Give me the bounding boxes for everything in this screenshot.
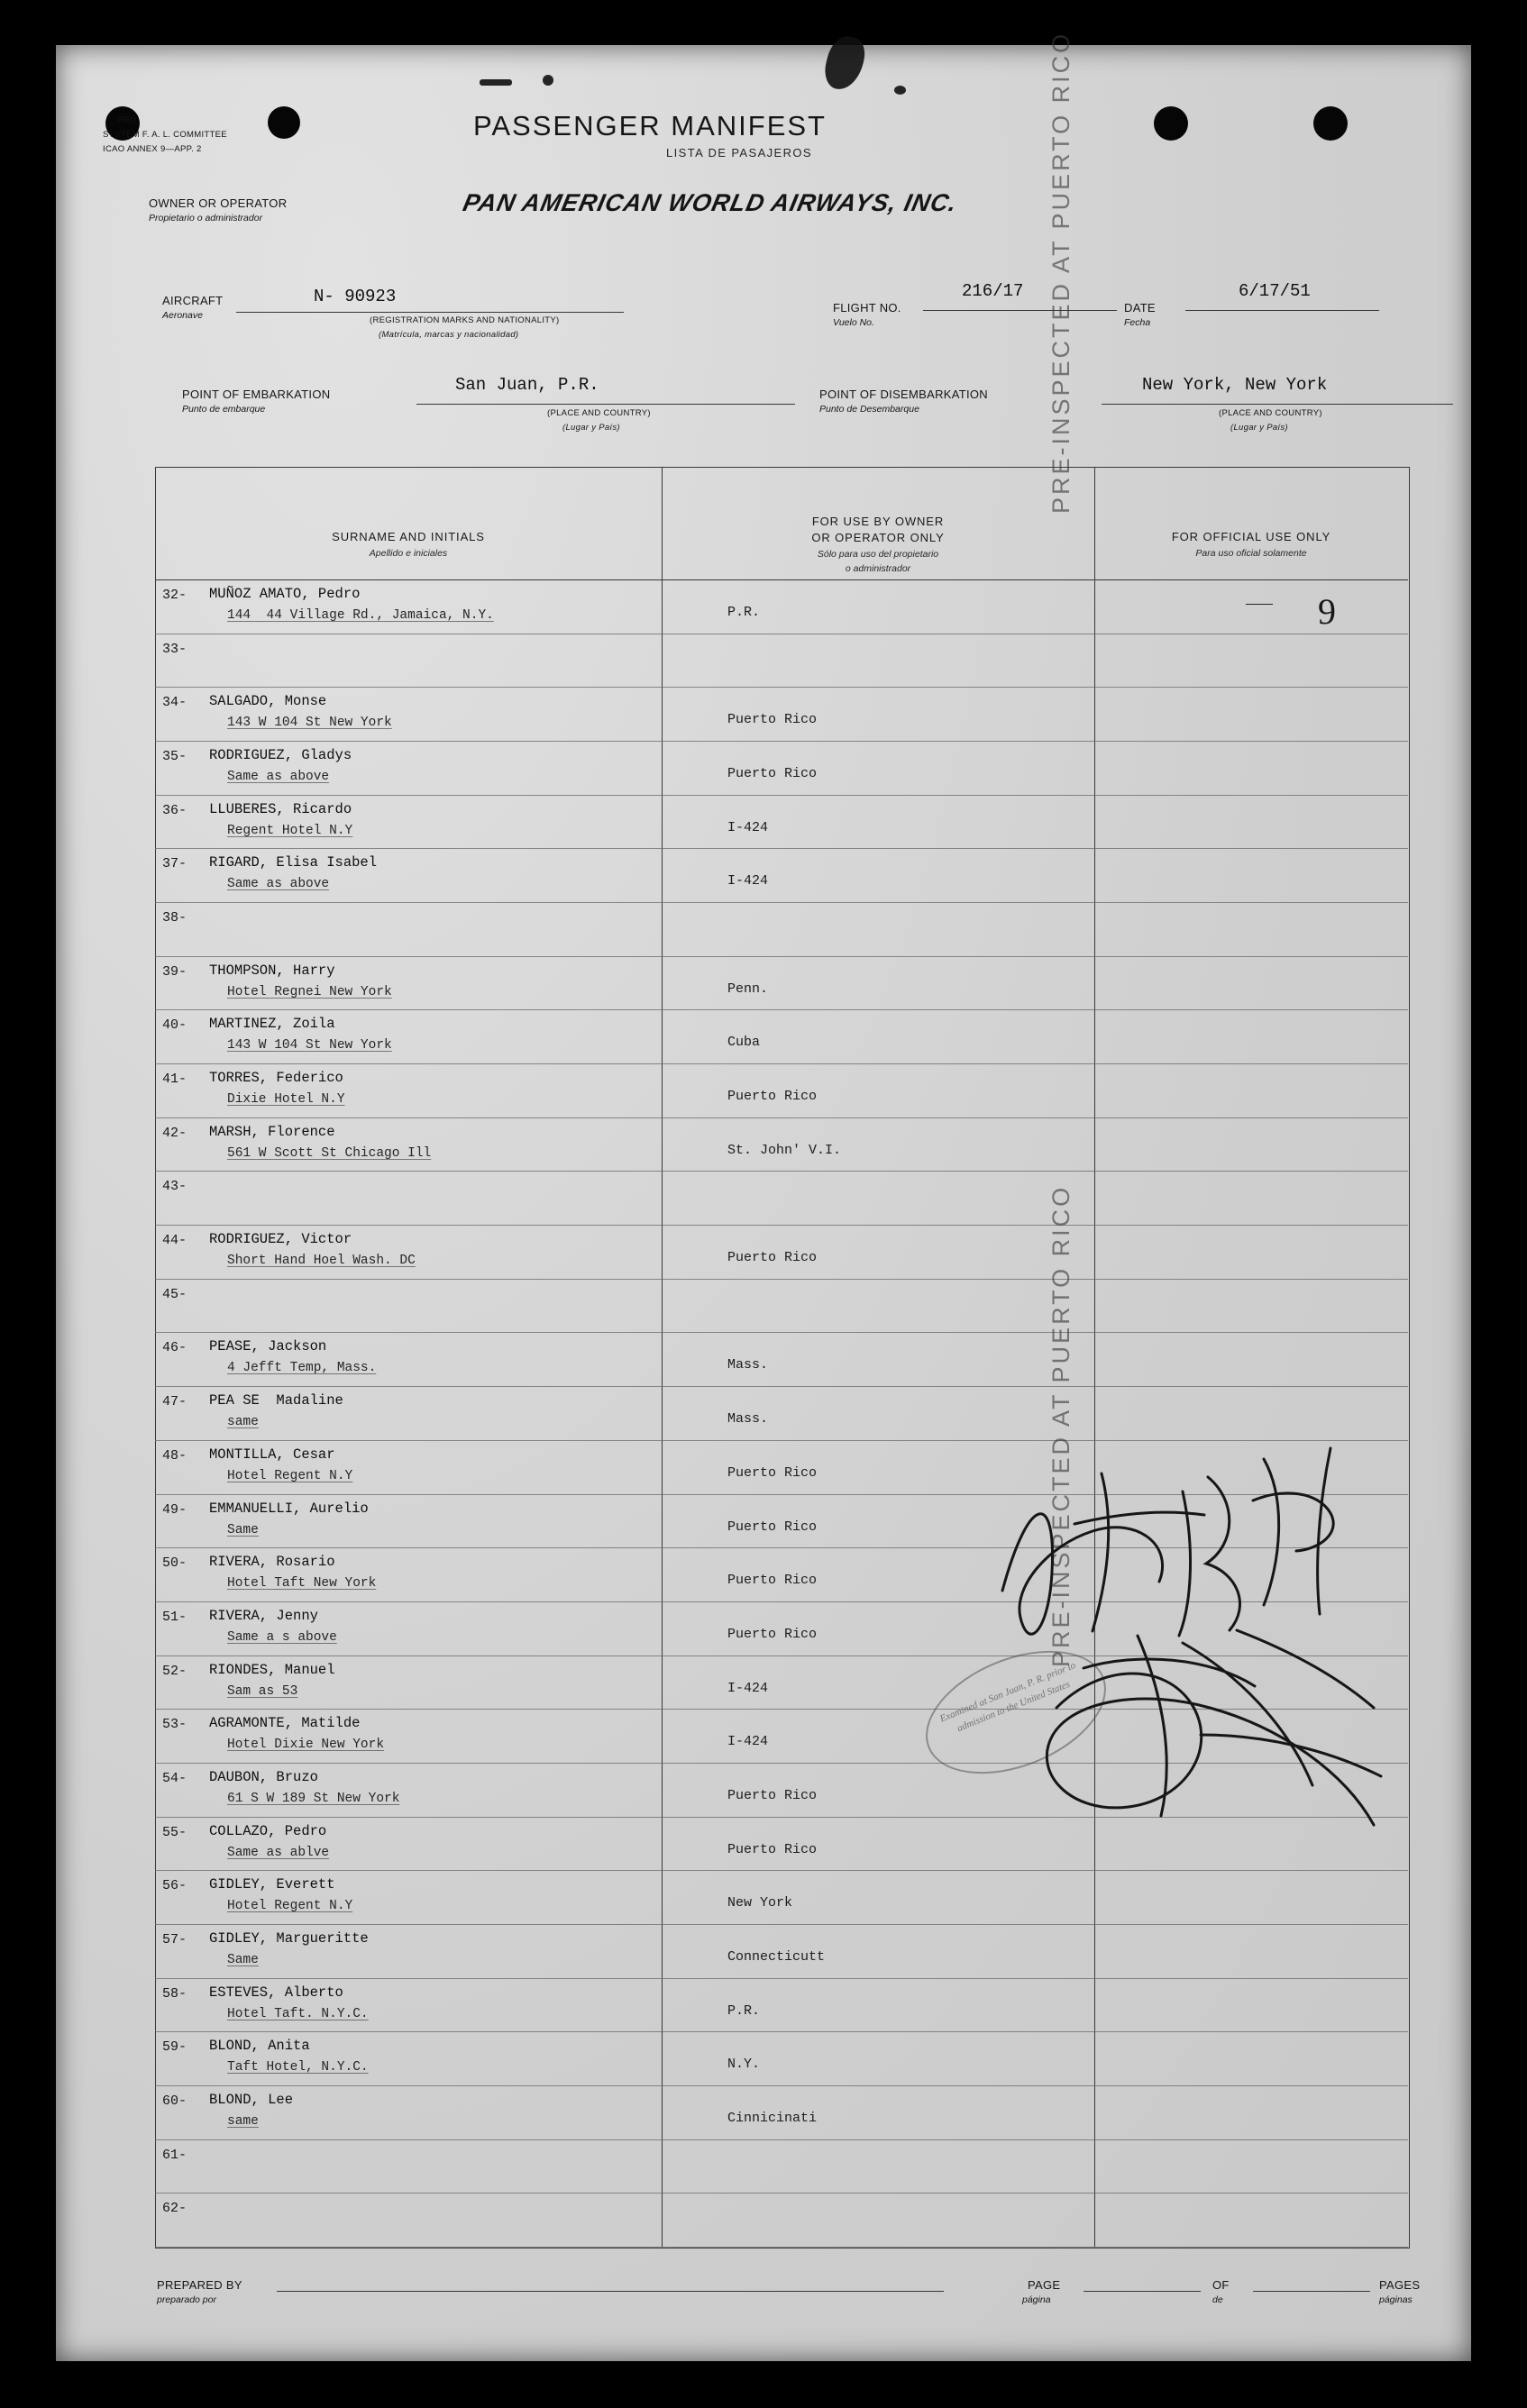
table-row-divider <box>155 1763 1408 1764</box>
table-row-divider <box>155 956 1408 957</box>
passenger-name: THOMPSON, Harry <box>209 962 335 979</box>
passenger-address: Hotel Dixie New York <box>227 1738 385 1752</box>
of-label-en: OF <box>1212 2278 1230 2292</box>
table-row-divider <box>155 2031 1408 2032</box>
row-number: 48- <box>162 1448 187 1464</box>
document-page <box>56 31 1471 2361</box>
passenger-address: Same as above <box>227 877 330 891</box>
passenger-address: Hotel Regent N.Y <box>227 1469 353 1483</box>
row-number: 57- <box>162 1932 187 1947</box>
embarkation-underline <box>416 404 795 405</box>
passenger-name: MARSH, Florence <box>209 1124 335 1140</box>
row-number: 41- <box>162 1072 187 1087</box>
date-value: 6/17/51 <box>1239 281 1311 301</box>
owner-use-value: Mass. <box>727 1411 769 1427</box>
prepared-by-label-es: preparado por <box>157 2294 216 2305</box>
embarkation-label-en: POINT OF EMBARKATION <box>182 388 331 401</box>
row-number: 60- <box>162 2093 187 2109</box>
table-header-divider <box>155 579 1408 580</box>
row-number: 56- <box>162 1878 187 1893</box>
column-header-owner-es-1: Sólo para uso del propietario <box>817 549 939 560</box>
table-col-divider-2 <box>1094 467 1095 2247</box>
passenger-name: COLLAZO, Pedro <box>209 1823 327 1839</box>
prepared-by-underline <box>277 2291 944 2292</box>
passenger-name: EMMANUELLI, Aurelio <box>209 1500 369 1517</box>
aircraft-label-es: Aeronave <box>162 310 203 321</box>
table-row-divider <box>155 795 1408 796</box>
owner-use-value: New York <box>727 1895 793 1911</box>
owner-use-value: Puerto Rico <box>727 1842 818 1857</box>
top-right-dot-mark <box>894 86 906 95</box>
passenger-address: same <box>227 2114 259 2129</box>
passenger-address: Hotel Taft. N.Y.C. <box>227 2007 369 2021</box>
row-number: 37- <box>162 856 187 871</box>
disembarkation-note-es: (Lugar y País) <box>1230 423 1288 433</box>
manifest-table <box>155 467 1410 2248</box>
of-label-es: de <box>1212 2294 1223 2305</box>
hole-punch-mark <box>268 106 300 139</box>
pages-label-es: páginas <box>1379 2294 1413 2305</box>
table-row-divider <box>155 1870 1408 1871</box>
table-row-divider <box>155 1494 1408 1495</box>
passenger-address: Same as above <box>227 770 330 784</box>
passenger-name: RIVERA, Jenny <box>209 1608 318 1624</box>
table-row-divider <box>155 1386 1408 1387</box>
passenger-name: RIGARD, Elisa Isabel <box>209 854 378 871</box>
row-number: 42- <box>162 1126 187 1141</box>
passenger-name: TORRES, Federico <box>209 1070 343 1086</box>
top-dash-mark <box>480 79 512 86</box>
date-label-es: Fecha <box>1124 317 1151 328</box>
table-row-divider <box>155 1978 1408 1979</box>
passenger-address: 143 W 104 St New York <box>227 716 392 730</box>
flight-label-en: FLIGHT NO. <box>833 301 901 315</box>
page-title: PASSENGER MANIFEST <box>473 110 827 141</box>
passenger-name: PEASE, Jackson <box>209 1338 327 1354</box>
page-label-es: página <box>1022 2294 1051 2305</box>
row-number: 34- <box>162 695 187 710</box>
passenger-name: GIDLEY, Everett <box>209 1876 335 1893</box>
disembarkation-label-en: POINT OF DISEMBARKATION <box>819 388 988 401</box>
owner-use-value: Puerto Rico <box>727 1627 818 1642</box>
passenger-address: Regent Hotel N.Y <box>227 824 353 838</box>
row-number: 36- <box>162 803 187 818</box>
passenger-name: PEA SE Madaline <box>209 1392 343 1409</box>
row-number: 47- <box>162 1394 187 1409</box>
pages-label-en: PAGES <box>1379 2278 1421 2292</box>
column-header-surname-en: SURNAME AND INITIALS <box>332 530 485 543</box>
hole-punch-mark <box>1154 106 1188 141</box>
row-number: 44- <box>162 1233 187 1248</box>
page-subtitle: LISTA DE PASAJEROS <box>666 146 812 160</box>
prepared-by-label-en: PREPARED BY <box>157 2278 242 2292</box>
owner-use-value: I-424 <box>727 1734 769 1749</box>
table-row-divider <box>155 902 1408 903</box>
column-header-owner-en-2: OR OPERATOR ONLY <box>811 531 945 544</box>
embarkation-note-en: (PLACE AND COUNTRY) <box>547 408 651 418</box>
scanned-sheet <box>56 31 1471 2361</box>
committee-stamp-line-3: ICAO ANNEX 9—APP. 2 <box>103 144 202 154</box>
official-use-mark: 9 <box>1318 591 1336 632</box>
owner-operator-label-en: OWNER OR OPERATOR <box>149 196 288 210</box>
owner-use-value: Puerto Rico <box>727 1250 818 1265</box>
passenger-name: ESTEVES, Alberto <box>209 1984 343 2001</box>
owner-use-value: Connecticutt <box>727 1949 826 1965</box>
passenger-address: Same a s above <box>227 1630 337 1645</box>
owner-use-value: Cuba <box>727 1035 761 1050</box>
passenger-address: Dixie Hotel N.Y <box>227 1092 345 1107</box>
passenger-address: 144 44 Village Rd., Jamaica, N.Y. <box>227 608 494 623</box>
passenger-name: GIDLEY, Margueritte <box>209 1930 369 1947</box>
column-header-owner-es-2: o administrador <box>845 563 911 574</box>
of-underline <box>1253 2291 1370 2292</box>
table-row-divider <box>155 741 1408 742</box>
preinspected-stamp-upper: PRE-INSPECTED AT PUERTO RICO <box>1047 31 1074 514</box>
table-row-divider <box>155 1709 1408 1710</box>
passenger-name: MONTILLA, Cesar <box>209 1446 335 1463</box>
embarkation-note-es: (Lugar y País) <box>562 423 620 433</box>
table-row-divider <box>155 1924 1408 1925</box>
table-row-divider <box>155 1440 1408 1441</box>
row-number: 33- <box>162 642 187 657</box>
row-number: 51- <box>162 1610 187 1625</box>
owner-use-value: I-424 <box>727 873 769 889</box>
row-number: 46- <box>162 1340 187 1355</box>
row-number: 53- <box>162 1717 187 1732</box>
table-row-divider <box>155 1817 1408 1818</box>
passenger-name: DAUBON, Bruzo <box>209 1769 318 1785</box>
aircraft-note-en: (REGISTRATION MARKS AND NATIONALITY) <box>370 315 560 325</box>
owner-use-value: Puerto Rico <box>727 1788 818 1803</box>
row-number: 32- <box>162 588 187 603</box>
top-smudge <box>820 32 868 94</box>
embarkation-label-es: Punto de embarque <box>182 404 266 415</box>
table-row-divider <box>155 2139 1408 2140</box>
passenger-address: Hotel Regnei New York <box>227 985 392 999</box>
table-row-divider <box>155 1063 1408 1064</box>
owner-use-value: Penn. <box>727 981 769 997</box>
owner-use-value: Puerto Rico <box>727 766 818 781</box>
owner-use-value: I-424 <box>727 1681 769 1696</box>
column-header-owner-en-1: FOR USE BY OWNER <box>811 515 945 528</box>
disembarkation-value: New York, New York <box>1142 375 1328 395</box>
disembarkation-label-es: Punto de Desembarque <box>819 404 919 415</box>
official-use-dash <box>1246 604 1273 605</box>
table-row-divider <box>155 1171 1408 1172</box>
row-number: 52- <box>162 1664 187 1679</box>
preinspected-stamp-lower: PRE-INSPECTED AT PUERTO RICO <box>1047 1184 1074 1667</box>
row-number: 38- <box>162 910 187 926</box>
row-number: 61- <box>162 2148 187 2163</box>
row-number: 62- <box>162 2201 187 2216</box>
owner-use-value: Puerto Rico <box>727 1573 818 1588</box>
passenger-address: 143 W 104 St New York <box>227 1038 392 1053</box>
passenger-address: Same <box>227 1953 259 1967</box>
passenger-address: Hotel Taft New York <box>227 1576 377 1591</box>
row-number: 49- <box>162 1502 187 1518</box>
row-number: 54- <box>162 1771 187 1786</box>
row-number: 39- <box>162 964 187 980</box>
flight-value: 216/17 <box>962 281 1024 301</box>
passenger-name: BLOND, Anita <box>209 2038 310 2054</box>
aircraft-label-en: AIRCRAFT <box>162 294 224 307</box>
row-number: 58- <box>162 1986 187 2002</box>
table-row-divider <box>155 1547 1408 1548</box>
airline-name: PAN AMERICAN WORLD AIRWAYS, INC. <box>460 189 960 216</box>
page-underline <box>1084 2291 1201 2292</box>
column-header-official-en: FOR OFFICIAL USE ONLY <box>1171 530 1331 543</box>
passenger-address: Same <box>227 1523 259 1537</box>
passenger-address: same <box>227 1415 259 1429</box>
table-row-divider <box>155 1117 1408 1118</box>
owner-use-value: Puerto Rico <box>727 1465 818 1481</box>
passenger-name: SALGADO, Monse <box>209 693 327 709</box>
top-dot-mark <box>543 75 553 86</box>
owner-use-value: P.R. <box>727 605 761 620</box>
row-number: 35- <box>162 749 187 764</box>
row-number: 45- <box>162 1287 187 1302</box>
date-label-en: DATE <box>1124 301 1156 315</box>
passenger-name: RODRIGUEZ, Gladys <box>209 747 352 763</box>
passenger-address: 61 S W 189 St New York <box>227 1792 400 1806</box>
passenger-address: 561 W Scott St Chicago Ill <box>227 1146 432 1161</box>
owner-use-value: I-424 <box>727 820 769 835</box>
passenger-name: MARTINEZ, Zoila <box>209 1016 335 1032</box>
owner-use-value: Puerto Rico <box>727 712 818 727</box>
table-row-divider <box>155 687 1408 688</box>
owner-use-value: P.R. <box>727 2003 761 2019</box>
hole-punch-mark <box>1313 106 1348 141</box>
passenger-address: Same as ablve <box>227 1846 330 1860</box>
owner-use-value: St. John' V.I. <box>727 1143 842 1158</box>
passenger-name: LLUBERES, Ricardo <box>209 801 352 817</box>
column-header-surname-es: Apellido e iniciales <box>369 548 448 559</box>
passenger-name: RIONDES, Manuel <box>209 1662 335 1678</box>
committee-stamp-line-1: PRO <box>117 115 137 125</box>
passenger-name: RIVERA, Rosario <box>209 1554 335 1570</box>
table-row-divider <box>155 2085 1408 2086</box>
aircraft-underline <box>236 312 624 313</box>
disembarkation-underline <box>1102 404 1453 405</box>
table-row-divider <box>155 1601 1408 1602</box>
flight-label-es: Vuelo No. <box>833 317 874 328</box>
row-number: 43- <box>162 1179 187 1194</box>
table-row-divider <box>155 1009 1408 1010</box>
passenger-name: AGRAMONTE, Matilde <box>209 1715 361 1731</box>
owner-operator-label-es: Propietario o administrador <box>149 213 263 223</box>
flight-underline <box>923 310 1117 311</box>
table-row-divider <box>155 2247 1408 2248</box>
aircraft-note-es: (Matrícula, marcas y nacionalidad) <box>379 330 519 340</box>
embarkation-value: San Juan, P.R. <box>455 375 599 395</box>
aircraft-value: N- 90923 <box>314 287 397 306</box>
row-number: 55- <box>162 1825 187 1840</box>
table-row-divider <box>155 1332 1408 1333</box>
date-underline <box>1185 310 1379 311</box>
table-row-divider <box>155 1225 1408 1226</box>
owner-use-value: Cinnicinati <box>727 2111 818 2126</box>
owner-use-value: Puerto Rico <box>727 1519 818 1535</box>
table-row-divider <box>155 848 1408 849</box>
page-label-en: PAGE <box>1028 2278 1061 2292</box>
row-number: 50- <box>162 1555 187 1571</box>
passenger-address: Sam as 53 <box>227 1684 298 1699</box>
passenger-address: Taft Hotel, N.Y.C. <box>227 2060 369 2075</box>
row-number: 59- <box>162 2039 187 2055</box>
passenger-address: Short Hand Hoel Wash. DC <box>227 1254 416 1268</box>
disembarkation-note-en: (PLACE AND COUNTRY) <box>1219 408 1322 418</box>
row-number: 40- <box>162 1017 187 1033</box>
passenger-address: Hotel Regent N.Y <box>227 1899 353 1913</box>
passenger-name: RODRIGUEZ, Victor <box>209 1231 352 1247</box>
owner-use-value: Puerto Rico <box>727 1089 818 1104</box>
owner-use-value: N.Y. <box>727 2057 761 2072</box>
owner-use-value: Mass. <box>727 1357 769 1373</box>
passenger-name: MUÑOZ AMATO, Pedro <box>209 586 361 602</box>
column-header-official-es: Para uso oficial solamente <box>1195 548 1307 559</box>
examined-oval-stamp: Examined at San Juan, P. R. prior to admission to the United States <box>908 1627 1124 1798</box>
table-row-divider <box>155 1279 1408 1280</box>
table-col-divider-1 <box>662 467 663 2247</box>
passenger-name: BLOND, Lee <box>209 2092 294 2108</box>
passenger-address: 4 Jefft Temp, Mass. <box>227 1361 377 1375</box>
committee-stamp-line-2: SYSTEM F. A. L. COMMITTEE <box>103 130 227 140</box>
table-row-divider <box>155 2193 1408 2194</box>
